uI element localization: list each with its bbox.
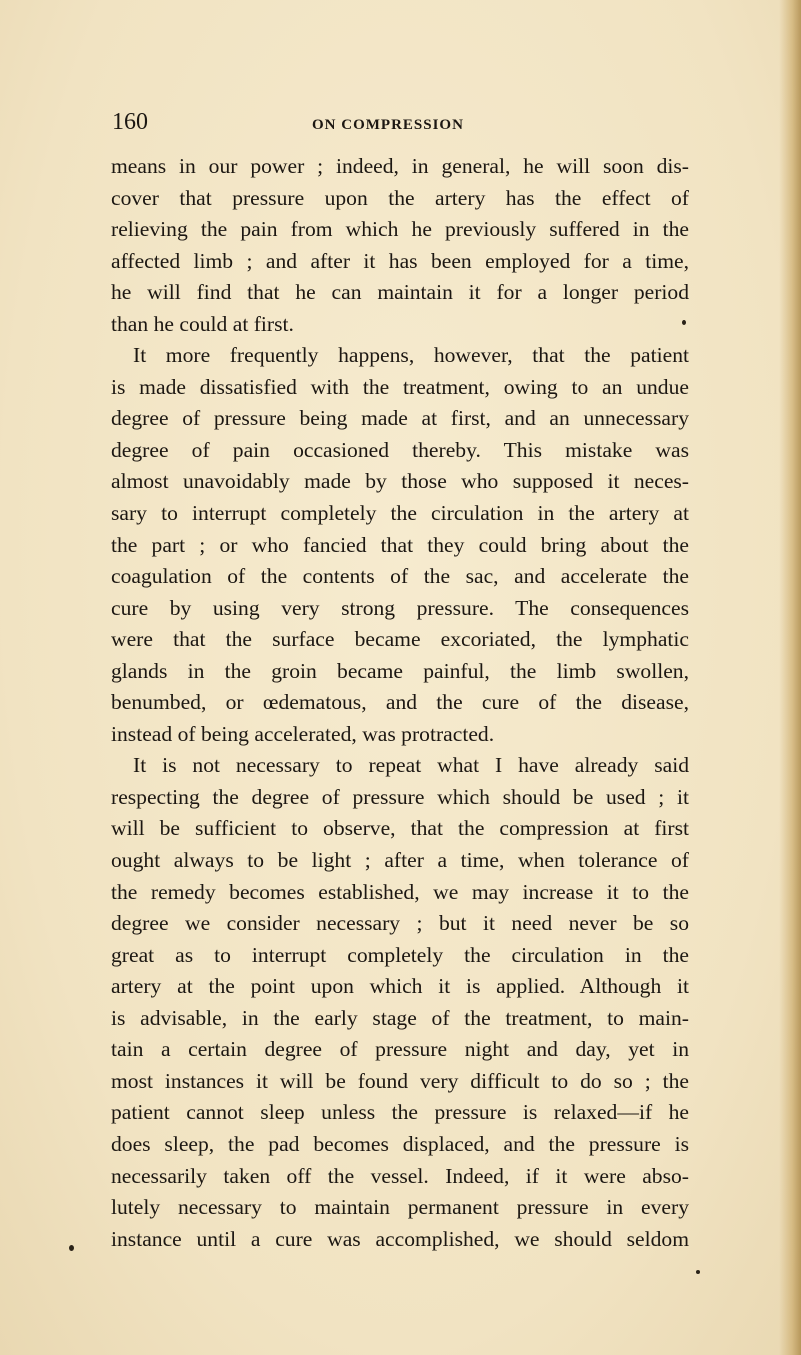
- text-line: patient cannot sleep unless the pressure is relaxed—if he: [111, 1100, 689, 1125]
- text-line: will be sufficient to observe, that the compression at first: [111, 816, 689, 841]
- text-line: cover that pressure upon the artery has the effect of: [111, 185, 689, 210]
- page-number: 160: [112, 109, 148, 135]
- text-line: sary to interrupt completely the circulation in the artery at: [111, 501, 689, 526]
- text-line: instance until a cure was accomplished, we should seldom: [111, 1226, 689, 1251]
- text-line: is advisable, in the early stage of the treatment, to main-: [111, 1005, 689, 1030]
- text-line: great as to interrupt completely the circulation in the: [111, 942, 689, 967]
- text-line: the remedy becomes established, we may increase it to the: [111, 879, 689, 904]
- text-line: ought always to be light ; after a time, when tolerance of: [111, 848, 689, 873]
- text-line: almost unavoidably made by those who supposed it neces-: [111, 469, 689, 494]
- text-line: degree of pain occasioned thereby. This mistake was: [111, 437, 689, 462]
- text-line: glands in the groin became painful, the limb swollen,: [111, 658, 689, 683]
- running-title: ON COMPRESSION: [312, 117, 464, 133]
- text-line: necessarily taken off the vessel. Indeed, if it were abso-: [111, 1163, 689, 1188]
- ink-speck: [696, 1270, 700, 1274]
- text-line: artery at the point upon which it is applied. Although it: [111, 974, 689, 999]
- ink-speck: [682, 320, 686, 325]
- page-edge-shadow: [779, 0, 801, 1355]
- text-line: coagulation of the contents of the sac, and accelerate the: [111, 564, 689, 589]
- text-line: were that the surface became excoriated, the lymphatic: [111, 627, 689, 652]
- text-line: means in our power ; indeed, in general, he will soon dis-: [111, 154, 689, 178]
- text-line: tain a certain degree of pressure night and day, yet in: [111, 1037, 689, 1062]
- body-text: [111, 151, 689, 1255]
- text-line: respecting the degree of pressure which should be used ; it: [111, 784, 689, 809]
- paragraph-start-line: It more frequently happens, however, that the patient: [133, 343, 689, 368]
- text-line: most instances it will be found very difficult to do so ; the: [111, 1068, 689, 1093]
- page-header: [112, 104, 692, 144]
- text-line: degree of pressure being made at first, and an unnecessary: [111, 406, 689, 431]
- text-line: lutely necessary to maintain permanent pressure in every: [111, 1195, 689, 1220]
- text-line: he will find that he can maintain it for a longer period: [111, 280, 689, 305]
- text-line: cure by using very strong pressure. The consequences: [111, 595, 689, 620]
- text-line: affected limb ; and after it has been employed for a time,: [111, 248, 689, 273]
- text-line: degree we consider necessary ; but it need never be so: [111, 911, 689, 936]
- text-line: benumbed, or œdematous, and the cure of the disease,: [111, 690, 689, 715]
- text-line: relieving the pain from which he previously suffered in the: [111, 217, 689, 242]
- ink-speck: [69, 1245, 74, 1251]
- text-line: than he could at first.: [111, 311, 294, 336]
- text-line: instead of being accelerated, was protracted.: [111, 721, 495, 746]
- text-line: the part ; or who fancied that they could bring about the: [111, 532, 689, 557]
- text-line: does sleep, the pad becomes displaced, and the pressure is: [111, 1131, 689, 1156]
- text-line: is made dissatisfied with the treatment, owing to an undue: [111, 374, 689, 399]
- paragraph-start-line: It is not necessary to repeat what I have already said: [133, 753, 689, 778]
